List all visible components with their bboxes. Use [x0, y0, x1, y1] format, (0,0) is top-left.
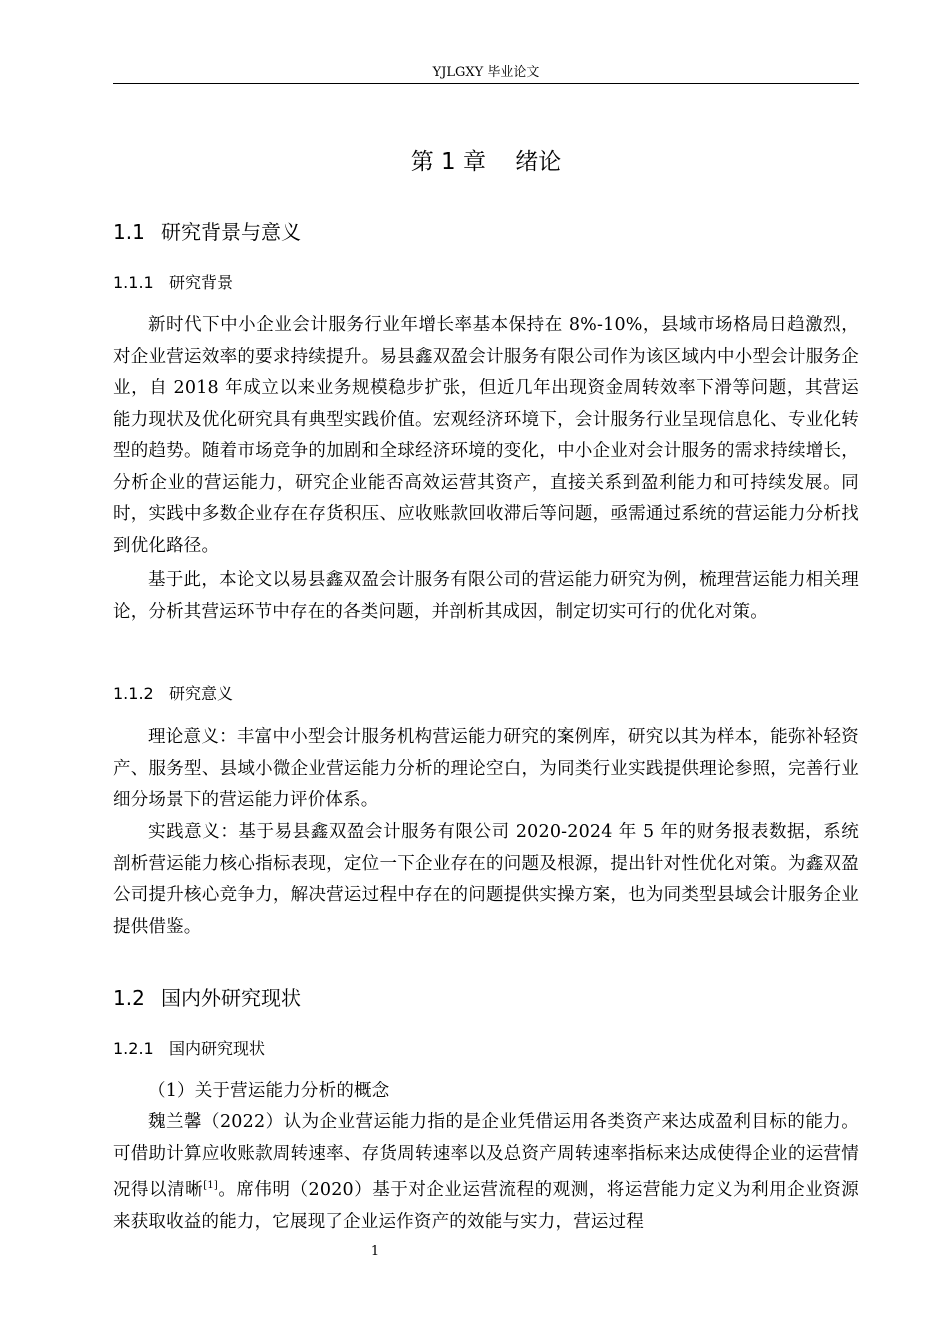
running-header: YJLGXY 毕业论文 — [432, 65, 540, 80]
list-item-heading: （1）关于营运能力分析的概念 — [148, 1081, 390, 1101]
section-title: 国内外研究现状 — [161, 986, 301, 1010]
paragraph-theoretical-significance: 理论意义：丰富中小型会计服务机构营运能力研究的案例库，研究以其为样本，能弥补轻资产、服务型、县域小微企业营运能力分析的理论空白，为同类行业实践提供理论参照，完善行业细分场景下的营运能力评价体系。 — [113, 727, 859, 810]
subsection-number: 1.2.1 — [113, 1039, 154, 1058]
literature-text-part-1: 魏兰馨（2022）认为企业营运能力指的是企业凭借运用各类资产来达成盈利目标的能力。可借助计算应收账款周转速率、存货周转速率以及总资产周转速率指标来达成使得企业的运营情况得以清晰 — [113, 1112, 859, 1200]
section-number: 1.1 — [113, 220, 145, 244]
chapter-title: 第 1 章 绪论 — [410, 149, 562, 175]
subsection-title: 研究意义 — [169, 684, 234, 703]
header-rule — [113, 83, 859, 84]
section-heading-1-2 — [113, 984, 301, 1012]
page-number: 1 — [370, 1244, 380, 1259]
subsection-title: 国内研究现状 — [169, 1039, 266, 1058]
literature-text-part-2: 。席伟明（2020）基于对企业运营流程的观测，将运营能力定义为利用企业资源来获取收益的能力，它展现了企业运作资产的效能与实力，营运过程 — [113, 1180, 860, 1232]
paragraph-background-1: 新时代下中小企业会计服务行业年增长率基本保持在 8%-10%，县域市场格局日趋激烈，对企业营运效率的要求持续提升。易县鑫双盈会计服务有限公司作为该区域内中小型会计服务企业，自 2018 年成立以来业务规模稳步扩张，但近几年出现资金周转效率下滑等问题，其营运能力现状及优化研究具有典型实践价值。宏观经济环境下，会计服务行业呈现信息化、专业化转型的趋势。随着市场竞争的加剧和全球经济环境的变化，中小企业对会计服务的需求持续增长，分析企业的营运能力，研究企业能否高效运营其资产，直接关系到盈利能力和可持续发展。同时，实践中多数企业存在存货积压、应收账款回收滞后等问题，亟需通过系统的营运能力分析找到优化路径。 — [113, 315, 859, 556]
subsection-number: 1.1.1 — [113, 273, 154, 292]
section-number: 1.2 — [113, 986, 145, 1010]
subsection-title: 研究背景 — [169, 273, 234, 292]
subsection-heading-1-1-1 — [113, 271, 233, 295]
citation-reference: [1] — [203, 1180, 218, 1191]
paragraph-literature — [113, 1107, 859, 1238]
subsection-heading-1-2-1 — [113, 1037, 265, 1061]
subsection-number: 1.1.2 — [113, 684, 154, 703]
paragraph-background-2: 基于此，本论文以易县鑫双盈会计服务有限公司的营运能力研究为例，梳理营运能力相关理论，分析其营运环节中存在的各类问题，并剖析其成因，制定切实可行的优化对策。 — [113, 570, 859, 622]
section-title: 研究背景与意义 — [161, 220, 301, 244]
section-heading-1-1 — [113, 218, 301, 246]
paragraph-practical-significance: 实践意义：基于易县鑫双盈会计服务有限公司 2020-2024 年 5 年的财务报表数据，系统剖析营运能力核心指标表现，定位一下企业存在的问题及根源，提出针对性优化对策。为鑫双盈公司提升核心竞争力，解决营运过程中存在的问题提供实操方案，也为同类型县域会计服务企业提供借鉴。 — [113, 822, 859, 937]
subsection-heading-1-1-2 — [113, 682, 233, 706]
